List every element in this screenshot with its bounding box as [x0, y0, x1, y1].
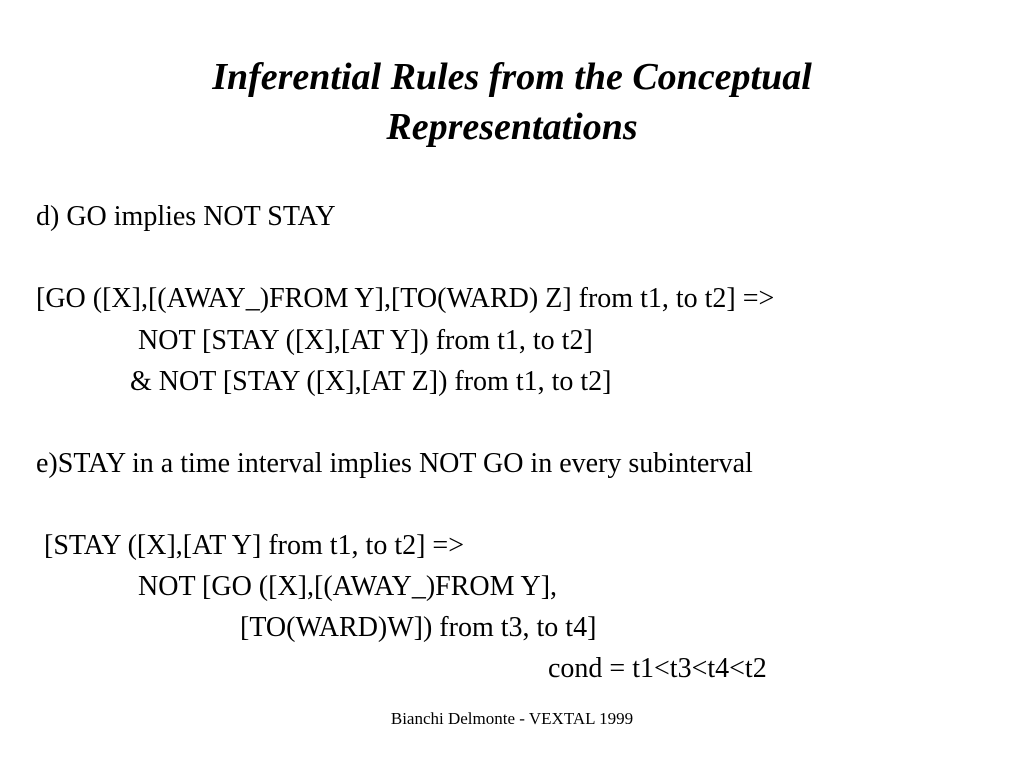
slide-title	[0, 52, 1024, 152]
rule-d-line-2: NOT [STAY ([X],[AT Y]) from t1, to t2]	[138, 325, 593, 356]
rule-d-line-1: [GO ([X],[(AWAY_)FROM Y],[TO(WARD) Z] from t1, to t2] =>	[36, 283, 775, 314]
rule-e-condition: cond = t1<t3<t4<t2	[548, 653, 767, 684]
slide-title-line-1: Inferential Rules from the Conceptual	[212, 56, 812, 98]
slide-footer: Bianchi Delmonte - VEXTAL 1999	[390, 709, 634, 728]
rule-e-heading: e)STAY in a time interval implies NOT GO in every subinterval	[36, 448, 753, 479]
rule-d-heading: d) GO implies NOT STAY	[36, 201, 336, 232]
rule-e-line-1: [STAY ([X],[AT Y] from t1, to t2] =>	[44, 530, 464, 561]
rule-e-line-3: [TO(WARD)W]) from t3, to t4]	[240, 612, 597, 643]
rule-d-line-3: & NOT [STAY ([X],[AT Z]) from t1, to t2]	[130, 366, 612, 397]
rule-e-line-2: NOT [GO ([X],[(AWAY_)FROM Y],	[138, 571, 558, 602]
slide-title-line-2: Representations	[386, 106, 638, 148]
